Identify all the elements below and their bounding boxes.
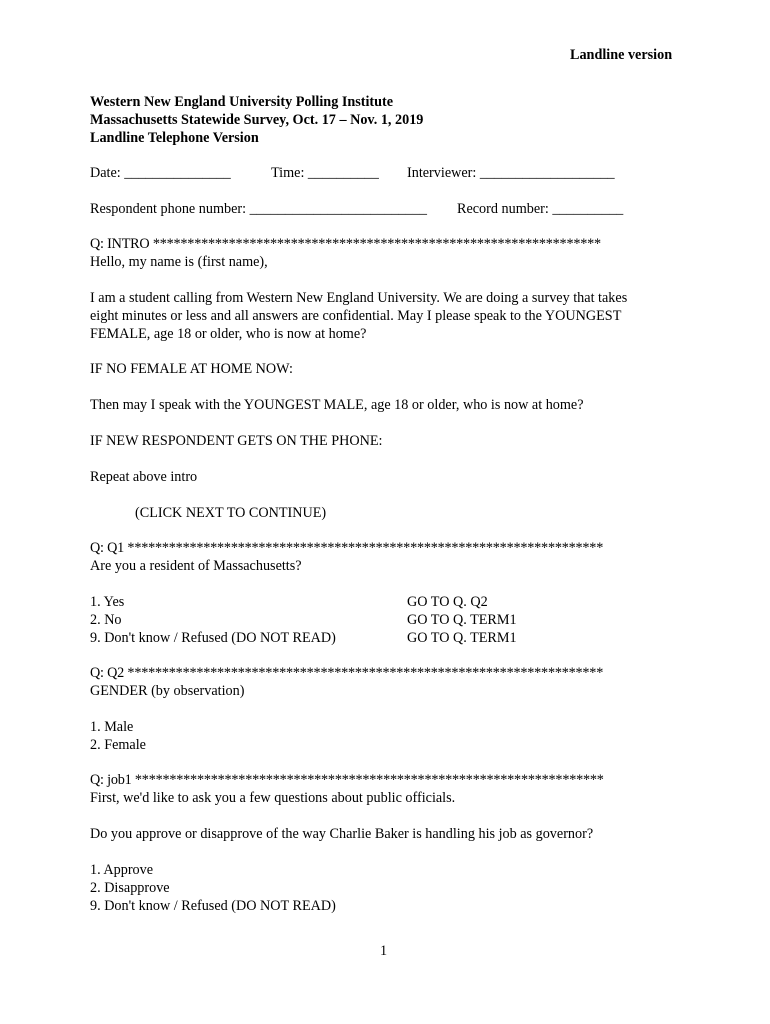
- q1-question: Are you a resident of Massachusetts?: [90, 558, 302, 574]
- version-label: Landline version: [570, 47, 673, 63]
- if-new-respondent: IF NEW RESPONDENT GETS ON THE PHONE:: [90, 433, 383, 449]
- intro-para-line: eight minutes or less and all answers are confidential. May I please speak to the YOUNGEST: [90, 308, 622, 324]
- q2-question: GENDER (by observation): [90, 683, 245, 699]
- job1-option: 2. Disapprove: [90, 880, 170, 896]
- q1-goto: GO TO Q. Q2: [407, 594, 488, 610]
- q2-option: 1. Male: [90, 719, 134, 735]
- title-survey: Massachusetts Statewide Survey, Oct. 17 – Nov. 1, 2019: [90, 112, 424, 128]
- phone-field: Respondent phone number: _________________________: [90, 201, 427, 217]
- q1-option: 1. Yes: [90, 594, 125, 610]
- q2-option: 2. Female: [90, 737, 146, 753]
- click-next-instruction: (CLICK NEXT TO CONTINUE): [135, 505, 327, 521]
- job1-intro: First, we'd like to ask you a few questions about public officials.: [90, 790, 456, 806]
- job1-question: Do you approve or disapprove of the way Charlie Baker is handling his job as governor?: [90, 826, 594, 842]
- time-field: Time: __________: [271, 165, 379, 181]
- job1-option: 1. Approve: [90, 862, 154, 878]
- title-institute: Western New England University Polling Institute: [90, 94, 394, 110]
- intro-para-line: I am a student calling from Western New England University. We are doing a survey that takes: [90, 290, 628, 306]
- then-male: Then may I speak with the YOUNGEST MALE, age 18 or older, who is now at home?: [90, 397, 584, 413]
- repeat-intro: Repeat above intro: [90, 469, 198, 485]
- intro-para-line: FEMALE, age 18 or older, who is now at home?: [90, 326, 367, 342]
- q1-option: 2. No: [90, 612, 122, 628]
- title-version: Landline Telephone Version: [90, 130, 259, 146]
- record-field: Record number: __________: [457, 201, 624, 217]
- q1-header: Q: Q1 *********************************************************************: [90, 540, 604, 556]
- date-field: Date: _______________: [90, 165, 231, 181]
- q1-goto: GO TO Q. TERM1: [407, 630, 517, 646]
- q1-option: 9. Don't know / Refused (DO NOT READ): [90, 630, 336, 646]
- job1-header: Q: job1 ********************************************************************: [90, 772, 604, 788]
- interviewer-field: Interviewer: ___________________: [407, 165, 615, 181]
- intro-header: Q: INTRO *****************************************************************: [90, 236, 601, 252]
- job1-option: 9. Don't know / Refused (DO NOT READ): [90, 898, 336, 914]
- page-number: 1: [380, 943, 388, 959]
- q1-goto: GO TO Q. TERM1: [407, 612, 517, 628]
- if-no-female: IF NO FEMALE AT HOME NOW:: [90, 361, 293, 377]
- intro-hello: Hello, my name is (first name),: [90, 254, 268, 270]
- q2-header: Q: Q2 *********************************************************************: [90, 665, 604, 681]
